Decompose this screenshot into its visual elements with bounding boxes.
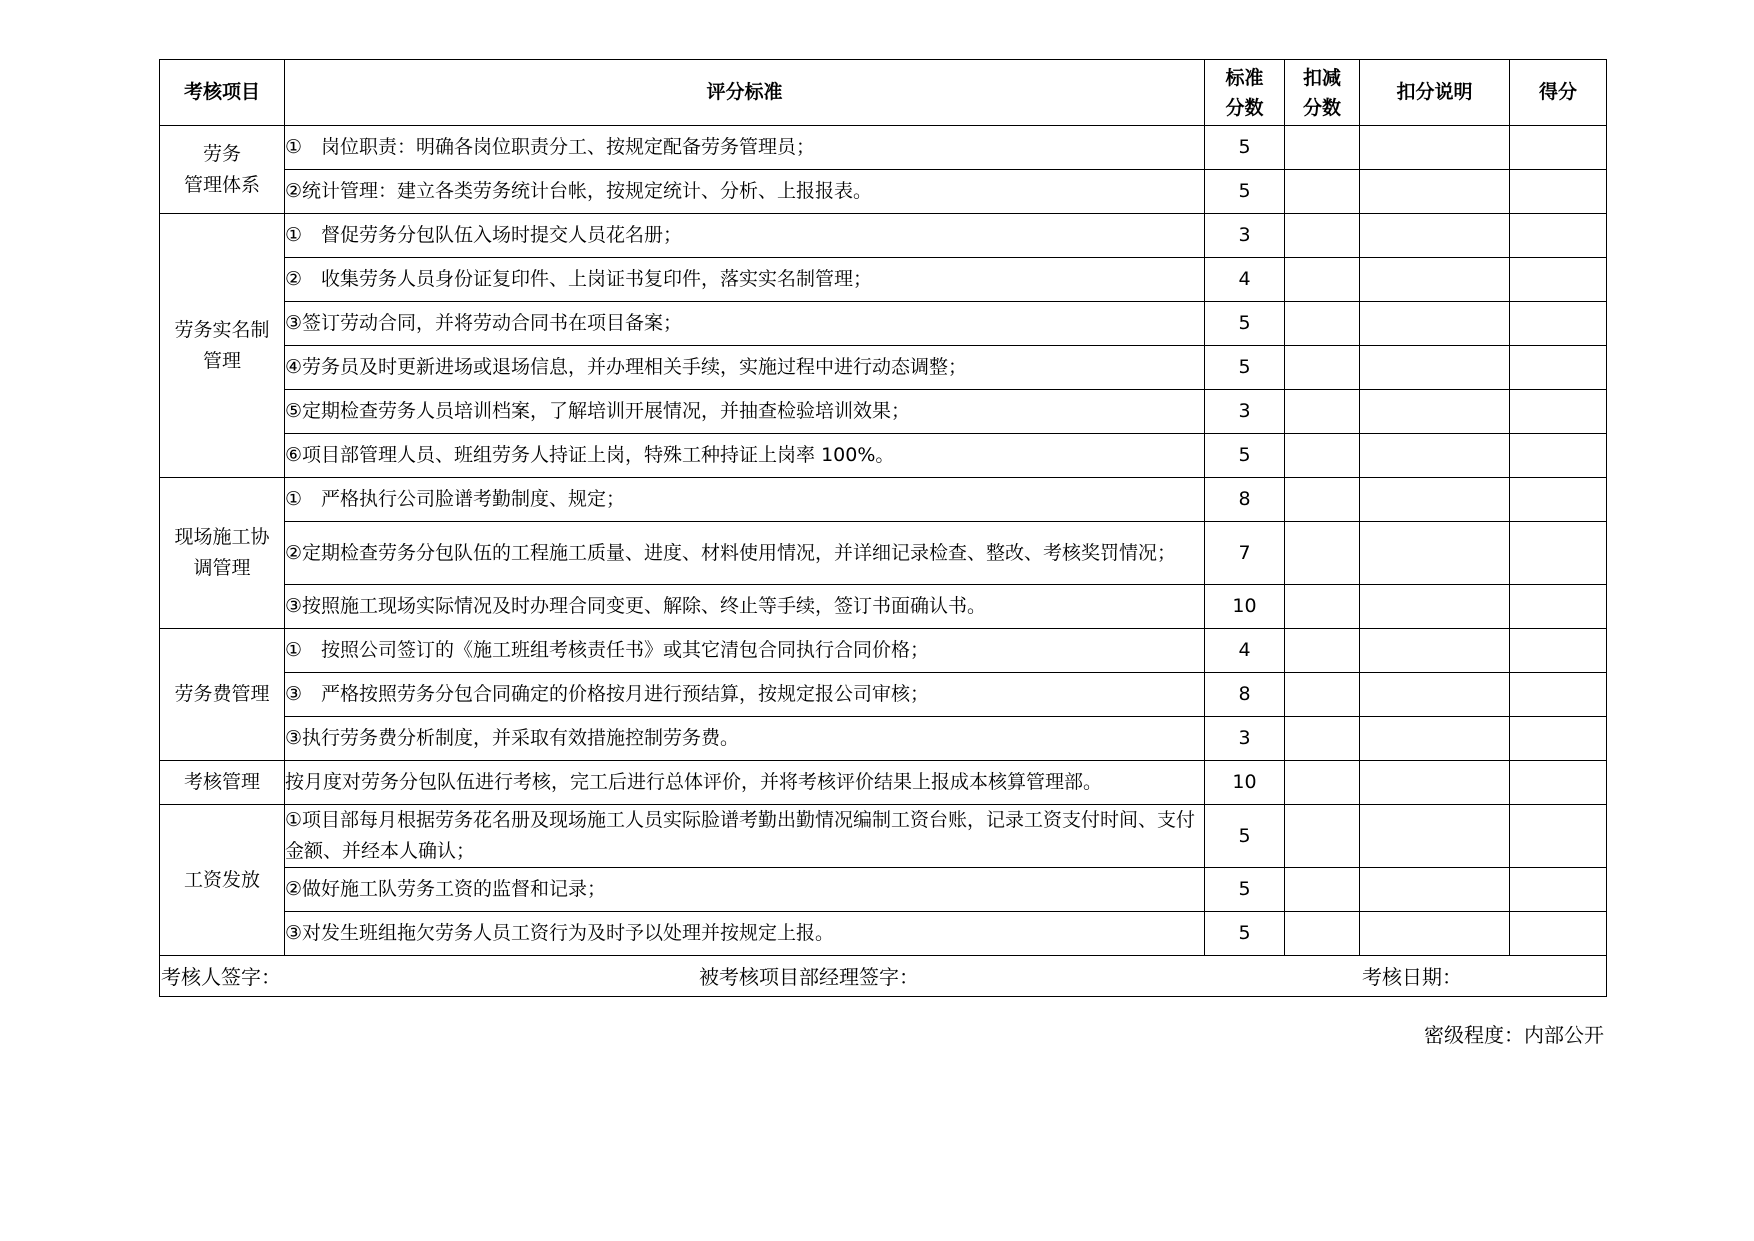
standard-score-cell: 7 (1205, 522, 1285, 585)
deduct-note-cell[interactable] (1360, 522, 1510, 585)
deduct-note-cell[interactable] (1360, 673, 1510, 717)
criterion-cell: ③签订劳动合同，并将劳动合同书在项目备案； (285, 302, 1205, 346)
got-score-cell[interactable] (1510, 761, 1607, 805)
category-label-line2: 管理体系 (183, 173, 260, 196)
got-score-cell[interactable] (1510, 717, 1607, 761)
got-score-cell[interactable] (1510, 673, 1607, 717)
category-cell (160, 126, 285, 214)
deduct-score-cell[interactable] (1285, 390, 1360, 434)
criterion-cell: ④劳务员及时更新进场或退场信息，并办理相关手续，实施过程中进行动态调整； (285, 346, 1205, 390)
header-deduct-line1: 扣减 (1302, 66, 1341, 89)
deduct-note-cell[interactable] (1360, 912, 1510, 956)
standard-score-cell: 5 (1205, 346, 1285, 390)
criterion-cell: ⑤定期检查劳务人员培训档案，了解培训开展情况，并抽查检验培训效果； (285, 390, 1205, 434)
table-row (160, 126, 1607, 170)
header-item: 考核项目 (160, 60, 285, 126)
got-score-cell[interactable] (1510, 170, 1607, 214)
standard-score-cell: 5 (1205, 434, 1285, 478)
deduct-score-cell[interactable] (1285, 629, 1360, 673)
got-score-cell[interactable] (1510, 434, 1607, 478)
category-label-line2: 管理 (202, 349, 241, 372)
category-label: 现场施工协 (174, 526, 270, 548)
deduct-note-cell[interactable] (1360, 868, 1510, 912)
deduct-note-cell[interactable] (1360, 346, 1510, 390)
standard-score-cell: 8 (1205, 673, 1285, 717)
header-deduct-line2: 分数 (1302, 96, 1341, 119)
header-std-score-line2: 分数 (1225, 96, 1264, 119)
got-score-cell[interactable] (1510, 126, 1607, 170)
category-cell (160, 478, 285, 629)
table-row (160, 390, 1607, 434)
deduct-note-cell[interactable] (1360, 170, 1510, 214)
criterion-cell: ② 收集劳务人员身份证复印件、上岗证书复印件，落实实名制管理； (285, 258, 1205, 302)
standard-score-cell: 8 (1205, 478, 1285, 522)
signature-row (160, 956, 1607, 997)
standard-score-cell: 3 (1205, 717, 1285, 761)
deduct-note-cell[interactable] (1360, 717, 1510, 761)
header-deduct (1285, 60, 1360, 126)
category-label-line2: 调管理 (193, 557, 251, 579)
table-row (160, 673, 1607, 717)
manager-signature-label: 被考核项目部经理签字： (699, 965, 919, 989)
signature-cell (160, 956, 1607, 997)
deduct-score-cell[interactable] (1285, 478, 1360, 522)
category-cell (160, 761, 285, 805)
got-score-cell[interactable] (1510, 522, 1607, 585)
table-row (160, 258, 1607, 302)
deduct-score-cell[interactable] (1285, 912, 1360, 956)
header-row (160, 60, 1607, 126)
table-row (160, 629, 1607, 673)
standard-score-cell: 4 (1205, 629, 1285, 673)
assessment-date-label: 考核日期： (1362, 965, 1462, 989)
got-score-cell[interactable] (1510, 585, 1607, 629)
deduct-note-cell[interactable] (1360, 478, 1510, 522)
deduct-score-cell[interactable] (1285, 761, 1360, 805)
standard-score-cell: 5 (1205, 170, 1285, 214)
deduct-note-cell[interactable] (1360, 434, 1510, 478)
category-label: 劳务费管理 (174, 683, 270, 705)
criterion-cell: ③对发生班组拖欠劳务人员工资行为及时予以处理并按规定上报。 (285, 912, 1205, 956)
table-row (160, 912, 1607, 956)
deduct-score-cell[interactable] (1285, 717, 1360, 761)
table-row (160, 805, 1607, 868)
standard-score-cell: 5 (1205, 868, 1285, 912)
criterion-cell: ①项目部每月根据劳务花名册及现场施工人员实际脸谱考勤出勤情况编制工资台账，记录工资支付时间、支付金额、并经本人确认； (285, 805, 1205, 868)
table-row (160, 478, 1607, 522)
category-label: 工资发放 (183, 868, 260, 891)
category-label: 考核管理 (183, 771, 260, 793)
deduct-score-cell[interactable] (1285, 126, 1360, 170)
criterion-cell: ③按照施工现场实际情况及时办理合同变更、解除、终止等手续，签订书面确认书。 (285, 585, 1205, 629)
got-score-cell[interactable] (1510, 912, 1607, 956)
criterion-cell: ②做好施工队劳务工资的监督和记录； (285, 868, 1205, 912)
deduct-note-cell[interactable] (1360, 390, 1510, 434)
criterion-cell: ③ 严格按照劳务分包合同确定的价格按月进行预结算，按规定报公司审核； (285, 673, 1205, 717)
table-row (160, 434, 1607, 478)
got-score-cell[interactable] (1510, 805, 1607, 868)
standard-score-cell: 3 (1205, 214, 1285, 258)
standard-score-cell: 5 (1205, 302, 1285, 346)
category-cell (160, 805, 285, 956)
category-label: 劳务实名制 (174, 318, 270, 341)
deduct-note-cell[interactable] (1360, 629, 1510, 673)
criterion-cell: ③执行劳务费分析制度，并采取有效措施控制劳务费。 (285, 717, 1205, 761)
category-label: 劳务 (202, 142, 241, 165)
deduct-score-cell[interactable] (1285, 170, 1360, 214)
deduct-score-cell[interactable] (1285, 302, 1360, 346)
secrecy-level: 密级程度：内部公开 (1424, 1023, 1604, 1047)
header-std-score (1205, 60, 1285, 126)
deduct-score-cell[interactable] (1285, 868, 1360, 912)
criterion-cell: ① 按照公司签订的《施工班组考核责任书》或其它清包合同执行合同价格； (285, 629, 1205, 673)
criterion-cell: ②统计管理：建立各类劳务统计台帐，按规定统计、分析、上报报表。 (285, 170, 1205, 214)
table-row (160, 761, 1607, 805)
deduct-score-cell[interactable] (1285, 585, 1360, 629)
standard-score-cell: 10 (1205, 585, 1285, 629)
got-score-cell[interactable] (1510, 214, 1607, 258)
category-cell (160, 214, 285, 478)
got-score-cell[interactable] (1510, 868, 1607, 912)
got-score-cell[interactable] (1510, 346, 1607, 390)
assessment-table (159, 59, 1607, 997)
criterion-cell: ⑥项目部管理人员、班组劳务人持证上岗，特殊工种持证上岗率 100%。 (285, 434, 1205, 478)
header-std-score-line1: 标准 (1225, 66, 1264, 89)
deduct-score-cell[interactable] (1285, 673, 1360, 717)
standard-score-cell: 4 (1205, 258, 1285, 302)
header-criteria: 评分标准 (285, 60, 1205, 126)
category-cell (160, 629, 285, 761)
deduct-score-cell[interactable] (1285, 214, 1360, 258)
deduct-note-cell[interactable] (1360, 585, 1510, 629)
standard-score-cell: 5 (1205, 805, 1285, 868)
deduct-note-cell[interactable] (1360, 302, 1510, 346)
table-row (160, 214, 1607, 258)
deduct-note-cell[interactable] (1360, 258, 1510, 302)
criterion-cell: ②定期检查劳务分包队伍的工程施工质量、进度、材料使用情况，并详细记录检查、整改、考核奖罚情况； (285, 522, 1205, 585)
deduct-note-cell[interactable] (1360, 805, 1510, 868)
standard-score-cell: 3 (1205, 390, 1285, 434)
got-score-cell[interactable] (1510, 629, 1607, 673)
criterion-cell: ① 严格执行公司脸谱考勤制度、规定； (285, 478, 1205, 522)
table-row (160, 717, 1607, 761)
header-deduct-note: 扣分说明 (1360, 60, 1510, 126)
got-score-cell[interactable] (1510, 258, 1607, 302)
criterion-cell: 按月度对劳务分包队伍进行考核，完工后进行总体评价，并将考核评价结果上报成本核算管理部。 (285, 761, 1205, 805)
header-got: 得分 (1510, 60, 1607, 126)
deduct-score-cell[interactable] (1285, 434, 1360, 478)
table-row (160, 522, 1607, 585)
deduct-note-cell[interactable] (1360, 214, 1510, 258)
got-score-cell[interactable] (1510, 478, 1607, 522)
criterion-cell: ① 督促劳务分包队伍入场时提交人员花名册； (285, 214, 1205, 258)
deduct-score-cell[interactable] (1285, 346, 1360, 390)
table-row (160, 585, 1607, 629)
got-score-cell[interactable] (1510, 390, 1607, 434)
standard-score-cell: 10 (1205, 761, 1285, 805)
got-score-cell[interactable] (1510, 302, 1607, 346)
assessment-body (160, 126, 1607, 956)
assessment-sheet (159, 59, 1606, 997)
table-row (160, 170, 1607, 214)
assessor-signature-label: 考核人签字： (161, 965, 281, 989)
deduct-score-cell[interactable] (1285, 805, 1360, 868)
table-row (160, 302, 1607, 346)
table-row (160, 346, 1607, 390)
deduct-score-cell[interactable] (1285, 258, 1360, 302)
standard-score-cell: 5 (1205, 126, 1285, 170)
signature-line (160, 956, 1606, 996)
deduct-note-cell[interactable] (1360, 126, 1510, 170)
standard-score-cell: 5 (1205, 912, 1285, 956)
criterion-cell: ① 岗位职责：明确各岗位职责分工、按规定配备劳务管理员； (285, 126, 1205, 170)
deduct-note-cell[interactable] (1360, 761, 1510, 805)
deduct-score-cell[interactable] (1285, 522, 1360, 585)
table-row (160, 868, 1607, 912)
